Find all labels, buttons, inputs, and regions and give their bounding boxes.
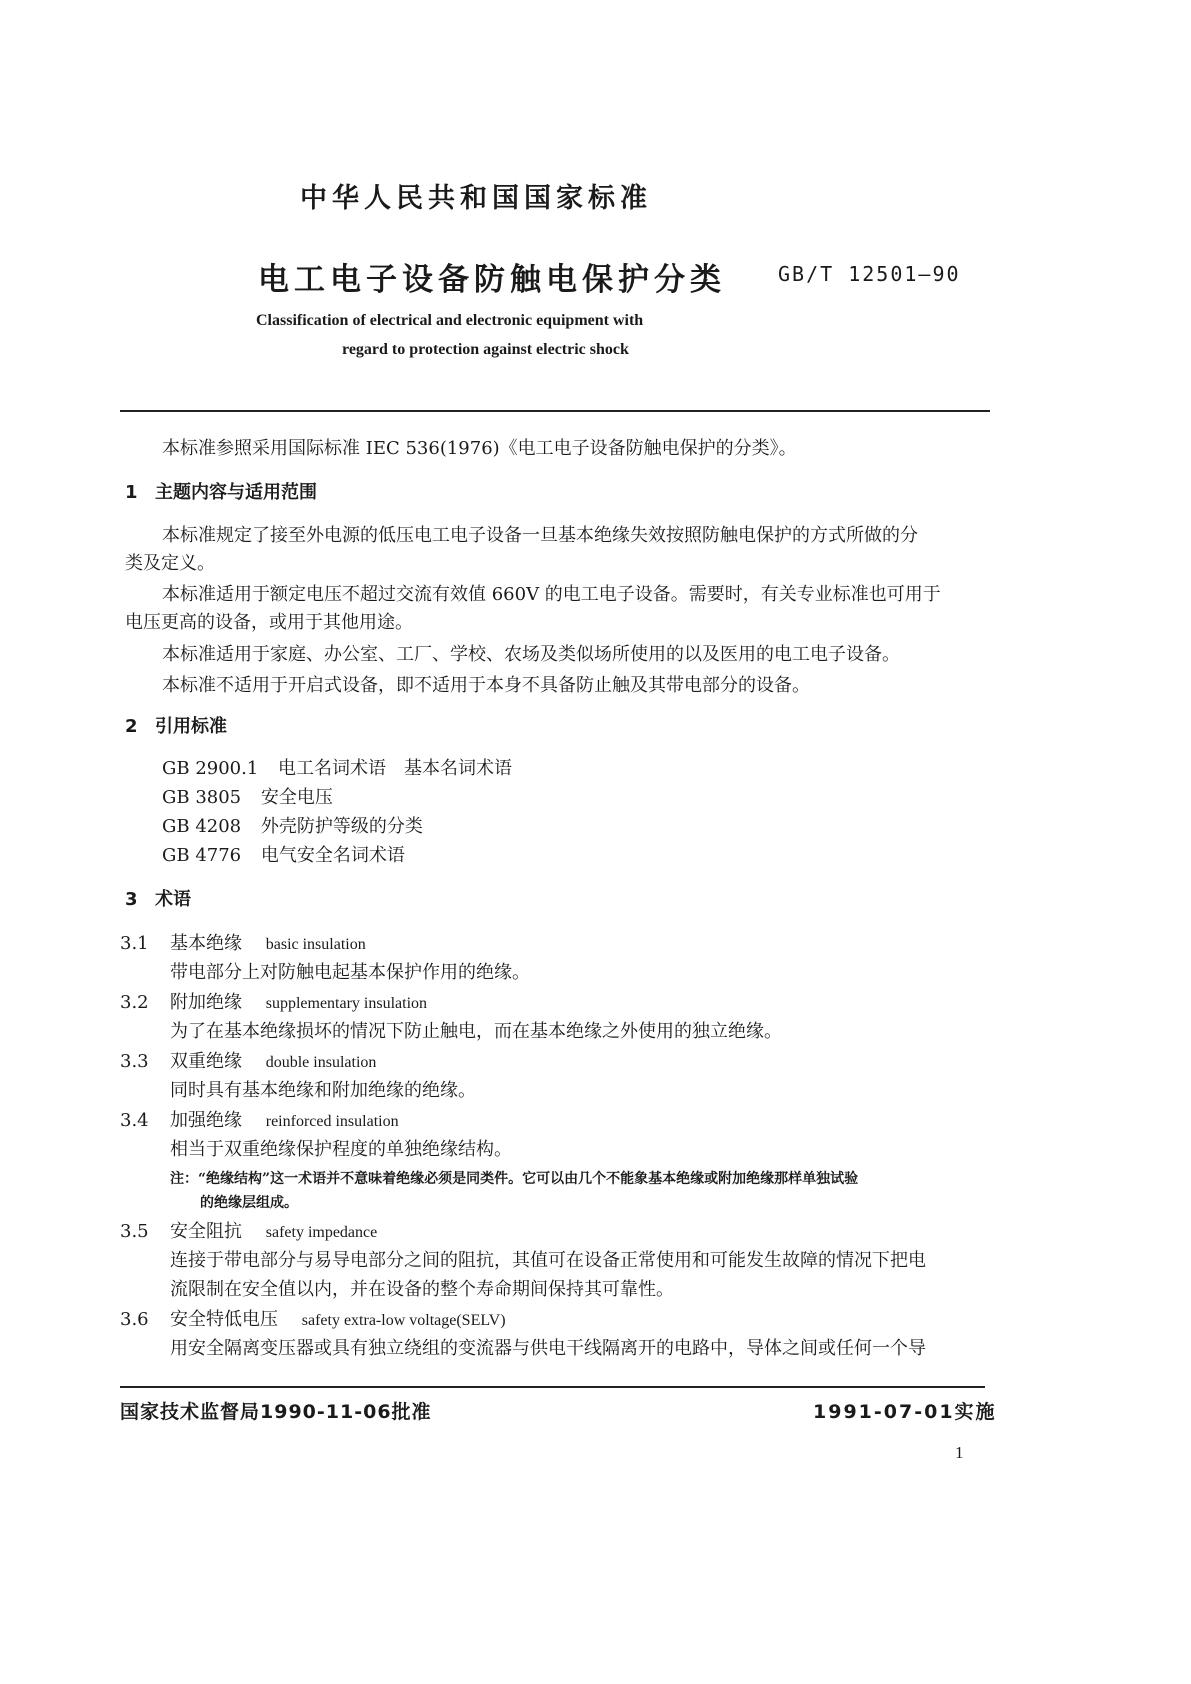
section3-title: 术语 bbox=[155, 889, 191, 910]
document-title-cn: 电工电子设备防触电保护分类 bbox=[258, 262, 726, 298]
section1-paragraph1-line2: 类及定义。 bbox=[125, 553, 215, 574]
section2-title: 引用标准 bbox=[155, 716, 227, 737]
section1-paragraph3: 本标准适用于家庭、办公室、工厂、学校、农场及类似场所使用的以及医用的电工电子设备。 bbox=[162, 644, 900, 665]
reference-item bbox=[162, 758, 512, 780]
section1-title: 主题内容与适用范围 bbox=[155, 482, 317, 503]
term-cn: 安全阻抗 bbox=[170, 1221, 242, 1242]
document-title-en-line1: Classification of electrical and electronic equipment with bbox=[256, 312, 644, 329]
reference-code: GB 4776 bbox=[162, 845, 242, 866]
reference-item bbox=[162, 845, 405, 867]
reference-item bbox=[162, 816, 423, 838]
reference-code: GB 2900.1 bbox=[162, 758, 259, 779]
term-cn: 附加绝缘 bbox=[170, 992, 242, 1013]
reference-name: 安全电压 bbox=[260, 787, 333, 808]
term-3-6-name bbox=[170, 1309, 506, 1332]
term-3-4-note-line1: 注：“绝缘结构”这一术语并不意味着绝缘必须是同类件。它可以由几个不能象基本绝缘或附加绝缘那样单独试验 bbox=[170, 1171, 859, 1187]
intro-paragraph: 本标准参照采用国际标准 IEC 536(1976)《电工电子设备防触电保护的分类》。 bbox=[162, 438, 797, 459]
reference-code: GB 3805 bbox=[162, 787, 242, 808]
term-3-1-definition: 带电部分上对防触电起基本保护作用的绝缘。 bbox=[170, 962, 530, 983]
term-3-6-number: 3.6 bbox=[120, 1309, 149, 1330]
term-en: safety impedance bbox=[265, 1224, 378, 1241]
term-3-3-name bbox=[170, 1051, 376, 1074]
term-3-2-name bbox=[170, 992, 427, 1015]
reference-name: 电气安全名词术语 bbox=[260, 845, 405, 866]
section1-paragraph2-line1: 本标准适用于额定电压不超过交流有效值 660V 的电工电子设备。需要时，有关专业标准也可用于 bbox=[162, 584, 941, 605]
term-3-4-name bbox=[170, 1110, 399, 1133]
reference-item bbox=[162, 787, 333, 809]
term-3-1-name bbox=[170, 933, 366, 956]
footer-divider bbox=[120, 1386, 985, 1388]
term-en: basic insulation bbox=[265, 936, 366, 953]
term-cn: 安全特低电压 bbox=[170, 1309, 278, 1330]
section2-number: 2 bbox=[125, 716, 138, 737]
term-cn: 加强绝缘 bbox=[170, 1110, 242, 1131]
header-divider bbox=[120, 410, 990, 412]
term-3-3-definition: 同时具有基本绝缘和附加绝缘的绝缘。 bbox=[170, 1080, 476, 1101]
term-cn: 双重绝缘 bbox=[170, 1051, 242, 1072]
reference-name: 电工名词术语 基本名词术语 bbox=[278, 758, 513, 779]
term-3-4-definition: 相当于双重绝缘保护程度的单独绝缘结构。 bbox=[170, 1139, 512, 1160]
term-3-2-definition: 为了在基本绝缘损坏的情况下防止触电，而在基本绝缘之外使用的独立绝缘。 bbox=[170, 1021, 782, 1042]
section1-number: 1 bbox=[125, 482, 138, 503]
term-en: reinforced insulation bbox=[265, 1113, 399, 1130]
term-3-5-definition-line1: 连接于带电部分与易导电部分之间的阻抗，其值可在设备正常使用和可能发生故障的情况下把电 bbox=[170, 1250, 926, 1271]
term-3-4-number: 3.4 bbox=[120, 1110, 149, 1131]
term-3-3-number: 3.3 bbox=[120, 1051, 149, 1072]
term-3-5-number: 3.5 bbox=[120, 1221, 149, 1242]
term-cn: 基本绝缘 bbox=[170, 933, 242, 954]
term-en: double insulation bbox=[265, 1054, 377, 1071]
term-3-2-number: 3.2 bbox=[120, 992, 149, 1013]
approval-line: 国家技术监督局1990-11-06批准 bbox=[120, 1401, 432, 1423]
term-3-6-definition-line1: 用安全隔离变压器或具有独立绕组的变流器与供电干线隔离开的电路中，导体之间或任何一个导 bbox=[170, 1338, 926, 1359]
section1-paragraph1-line1: 本标准规定了接至外电源的低压电工电子设备一旦基本绝缘失效按照防触电保护的方式所做的分 bbox=[162, 525, 918, 546]
section1-paragraph2-line2: 电压更高的设备，或用于其他用途。 bbox=[125, 612, 413, 633]
term-3-5-definition-line2: 流限制在安全值以内，并在设备的整个寿命期间保持其可靠性。 bbox=[170, 1279, 674, 1300]
reference-name: 外壳防护等级的分类 bbox=[260, 816, 423, 837]
standard-code: GB/T 12501—90 bbox=[778, 262, 961, 286]
term-en: supplementary insulation bbox=[265, 995, 428, 1012]
document-title-en-line2: regard to protection against electric shock bbox=[342, 341, 629, 358]
term-3-1-number: 3.1 bbox=[120, 933, 149, 954]
page-number: 1 bbox=[955, 1443, 964, 1462]
term-3-4-note-line2: 的绝缘层组成。 bbox=[200, 1195, 298, 1211]
section3-number: 3 bbox=[125, 889, 138, 910]
effective-date-line: 1991-07-01实施 bbox=[813, 1401, 997, 1423]
reference-code: GB 4208 bbox=[162, 816, 242, 837]
term-en: safety extra-low voltage(SELV) bbox=[301, 1312, 506, 1329]
national-standard-heading: 中华人民共和国国家标准 bbox=[300, 183, 652, 214]
section1-paragraph4: 本标准不适用于开启式设备，即不适用于本身不具备防止触及其带电部分的设备。 bbox=[162, 675, 810, 696]
term-3-5-name bbox=[170, 1221, 377, 1244]
